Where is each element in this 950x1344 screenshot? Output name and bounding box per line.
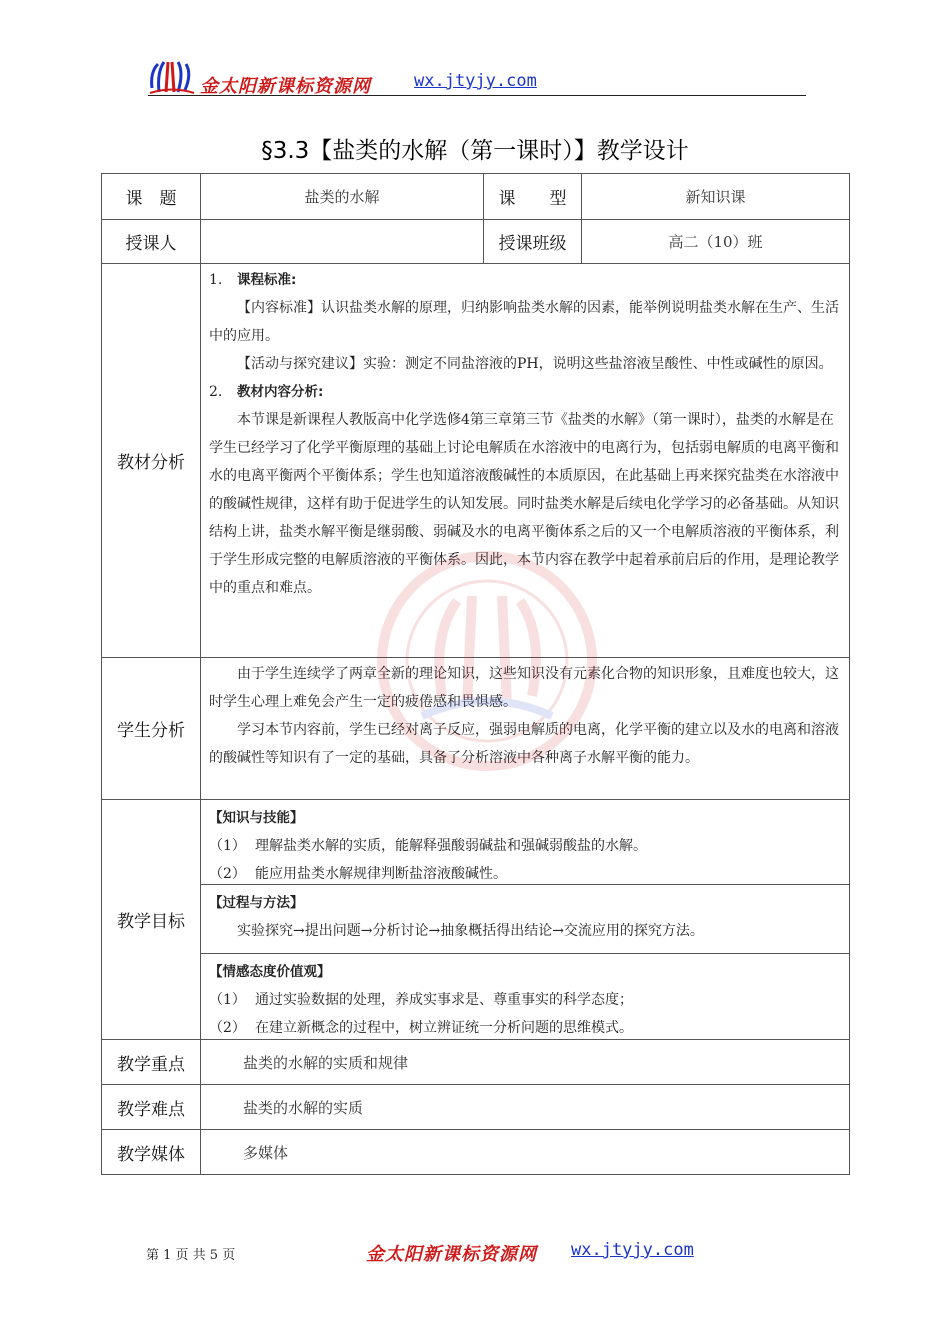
item-number: （2） bbox=[209, 866, 246, 882]
header-divider bbox=[148, 95, 806, 96]
block-heading: 【过程与方法】 bbox=[209, 895, 304, 911]
table-row bbox=[102, 220, 850, 264]
list-item: 通过实验数据的处理，养成实事求是、尊重事实的科学态度； bbox=[255, 992, 633, 1008]
list-item: 理解盐类水解的实质，能解释强酸弱碱盐和强碱弱酸盐的水解。 bbox=[255, 838, 647, 854]
table-row bbox=[102, 800, 850, 1040]
table-row bbox=[102, 658, 850, 800]
paragraph: 由于学生连续学了两章全新的理论知识，这些知识没有元素化合物的知识形象，且难度也较大，这时学生心理上难免会产生一定的疲倦感和畏惧感。 bbox=[209, 666, 839, 710]
student-label: 学生分析 bbox=[102, 658, 201, 800]
table-row bbox=[102, 174, 850, 220]
material-label: 教材分析 bbox=[102, 264, 201, 658]
list-item: 实验探究→提出问题→分析讨论→抽象概括得出结论→交流应用的探究方法。 bbox=[237, 923, 704, 939]
teaching-goals bbox=[201, 800, 850, 1040]
paragraph: 学习本节内容前，学生已经对离子反应，强弱电解质的电离，化学平衡的建立以及水的电离和溶液的酸碱性等知识有了一定的基础，具备了分析溶液中各种离子水解平衡的能力。 bbox=[209, 722, 839, 766]
header-brand: 金太阳新课标资源网 bbox=[200, 76, 371, 97]
paragraph: 【活动与探究建议】实验：测定不同盐溶液的PH，说明这些盐溶液呈酸性、中性或碱性的原因。 bbox=[237, 356, 833, 372]
table-row bbox=[102, 1040, 850, 1085]
table-row bbox=[102, 264, 850, 658]
item-number: （1） bbox=[209, 838, 246, 854]
class-label: 授课班级 bbox=[484, 220, 582, 264]
section-heading: 教材内容分析: bbox=[237, 384, 324, 400]
block-heading: 【情感态度价值观】 bbox=[209, 964, 331, 980]
key-point-value: 盐类的水解的实质和规律 bbox=[201, 1040, 850, 1085]
media-label: 教学媒体 bbox=[102, 1130, 201, 1175]
list-item: 在建立新概念的过程中，树立辨证统一分析问题的思维模式。 bbox=[255, 1020, 633, 1036]
page-footer bbox=[146, 1238, 846, 1268]
page-title: §3.3【盐类的水解（第一课时）】教学设计 bbox=[261, 138, 689, 164]
page-header bbox=[148, 58, 808, 98]
jty-logo-icon bbox=[148, 58, 196, 96]
goals-label: 教学目标 bbox=[102, 800, 201, 1040]
topic-label: 课 题 bbox=[102, 174, 201, 220]
paragraph: 本节课是新课程人教版高中化学选修4第三章第三节《盐类的水解》（第一课时），盐类的水解是在学生已经学习了化学平衡原理的基础上讨论电解质在水溶液中的电离行为，包括弱电解质的电离平衡和水的电离平衡两个平衡体系；学生也知道溶液酸碱性的本质原因，在此基础上再来探究盐类在水溶液中的酸碱性规律，这样有助于促进学生的认知发展。同时盐类水解是后续电化学学习的必备基础。从知识结构上讲，盐类水解平衡是继弱酸、弱碱及水的电离平衡体系之后的又一个电解质溶液的平衡体系，利于学生形成完整的电解质溶液的平衡体系。因此，本节内容在教学中起着承前启后的作用，是理论教学中的重点和难点。 bbox=[209, 412, 839, 596]
teacher-label: 授课人 bbox=[102, 220, 201, 264]
process-method-block bbox=[201, 884, 849, 953]
key-point-label: 教学重点 bbox=[102, 1040, 201, 1085]
material-analysis bbox=[201, 264, 850, 658]
list-item: 能应用盐类水解规律判断盐溶液酸碱性。 bbox=[255, 866, 507, 882]
section-heading: 课程标准: bbox=[237, 272, 297, 288]
section-number: 1. bbox=[209, 272, 223, 288]
header-url-link[interactable]: wx.jtyjy.com bbox=[414, 71, 537, 91]
footer-brand: 金太阳新课标资源网 bbox=[366, 1244, 537, 1265]
footer-url-link[interactable]: wx.jtyjy.com bbox=[571, 1240, 694, 1260]
difficult-point-label: 教学难点 bbox=[102, 1085, 201, 1130]
paragraph: 【内容标准】认识盐类水解的原理，归纳影响盐类水解的因素，能举例说明盐类水解在生产、生活中的应用。 bbox=[209, 300, 839, 344]
topic-value: 盐类的水解 bbox=[201, 174, 484, 220]
block-heading: 【知识与技能】 bbox=[209, 810, 304, 826]
difficult-point-value: 盐类的水解的实质 bbox=[201, 1085, 850, 1130]
knowledge-skills-block bbox=[201, 800, 849, 884]
class-value: 高二（10）班 bbox=[582, 220, 850, 264]
page-number: 第 1 页 共 5 页 bbox=[146, 1248, 236, 1263]
attitude-values-block bbox=[201, 953, 849, 1036]
media-value: 多媒体 bbox=[201, 1130, 850, 1175]
teacher-value bbox=[201, 220, 484, 264]
lesson-plan-table bbox=[101, 173, 850, 1175]
item-number: （2） bbox=[209, 1020, 246, 1036]
student-analysis bbox=[201, 658, 850, 800]
table-row bbox=[102, 1130, 850, 1175]
section-number: 2. bbox=[209, 384, 223, 400]
item-number: （1） bbox=[209, 992, 246, 1008]
type-label: 课 型 bbox=[484, 174, 582, 220]
table-row bbox=[102, 1085, 850, 1130]
type-value: 新知识课 bbox=[582, 174, 850, 220]
